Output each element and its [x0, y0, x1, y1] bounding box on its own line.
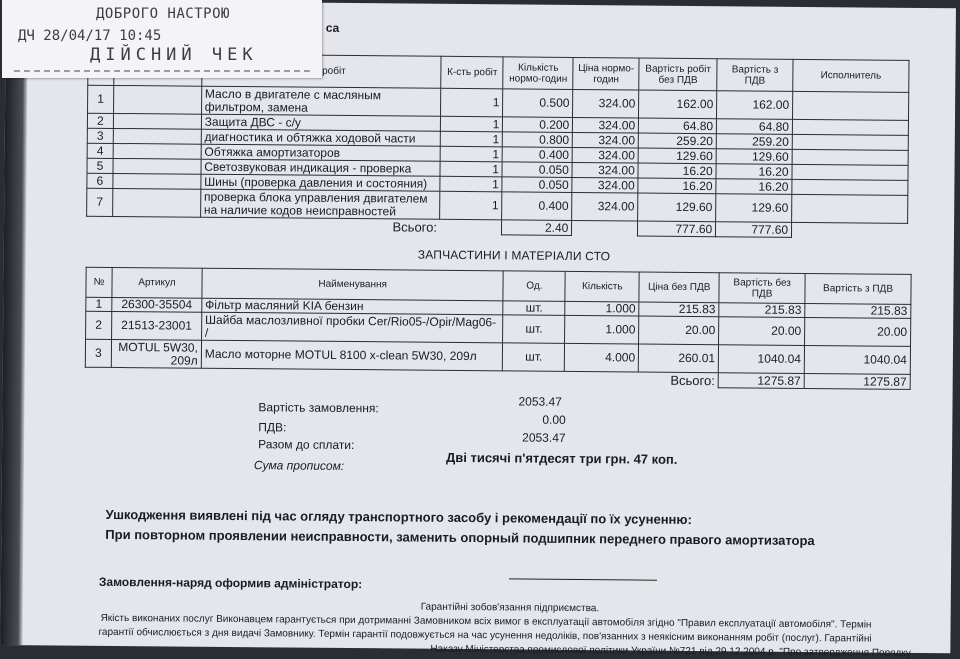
work-name: Шины (проверка давления и состояния): [201, 174, 441, 191]
row-number: 7: [87, 188, 113, 216]
part-article: MOTUL 5W30, 209л: [111, 339, 201, 368]
header-cost-vat: Вартість з ПДВ: [805, 273, 911, 304]
work-name: диагностика и обтяжка ходовой части: [201, 129, 441, 146]
cash-receipt: [2, 0, 322, 78]
header-count: К-сть робіт: [441, 56, 503, 89]
header-cost: Вартість без ПДВ: [719, 273, 805, 304]
header-hours: Кількість нормо-годин: [503, 57, 573, 90]
work-hours: 0.050: [502, 177, 572, 193]
work-cost: 64.80: [639, 118, 717, 134]
amount-in-words-label: Сума прописом:: [253, 458, 345, 473]
work-price: 324.00: [573, 117, 639, 133]
recommendations-text: При повторном проявлении неисправности, заменить опорный подшипник переднего правого амортизатора: [105, 526, 815, 549]
part-cost: 20.00: [719, 317, 805, 346]
work-cost: 259.20: [638, 133, 716, 149]
vat-label: ПДВ:: [258, 420, 287, 435]
work-price: 324.00: [572, 147, 638, 163]
amount-in-words: Дві тисячі п'ятдесят три грн. 47 коп.: [445, 449, 678, 467]
part-cost: 215.83: [719, 303, 805, 318]
header-qty: Кількість: [565, 271, 639, 302]
header-article: Артикул: [112, 267, 202, 298]
work-name: Защита ДВС - с/у: [201, 114, 441, 131]
works-total-hours: 2.40: [502, 220, 572, 236]
warranty-line-1: Якість виконаних послуг Виконавцем гарантується при дотриманні Замовником всіх вимог в експлуатації автомобіля згідно "Правил експлуатації автомобіля". Термін: [100, 612, 872, 631]
parts-total-cost-vat: 1275.87: [804, 373, 910, 389]
work-cost-vat: 16.20: [716, 164, 792, 180]
receipt-valid-label: ДІЙСНИЙ ЧЕК: [90, 45, 258, 65]
header-hour-price: Ціна нормо-годин: [573, 57, 639, 90]
row-number: 2: [86, 311, 112, 339]
row-number: 4: [87, 143, 113, 158]
vat-value: 0.00: [542, 412, 566, 427]
warranty-line-3: Наказу Міністерства промислової політики України №721 від 29.12.2004 р. "Про затвердження Порядку: [430, 643, 911, 659]
row-number: 2: [87, 113, 113, 128]
work-cost-vat: 64.80: [717, 119, 793, 135]
to-pay-label: Разом до сплати:: [258, 437, 355, 453]
part-price: 215.83: [639, 302, 719, 317]
part-unit: шт.: [503, 301, 565, 316]
work-price: 324.00: [573, 89, 639, 118]
work-name: Масло в двигателе с масляным фильтром, замена: [201, 86, 441, 116]
recommendations-heading: Ушкодження виявлені під час огляду транспортного засобу і рекомендації по їх усуненню:: [105, 506, 692, 528]
parts-section-title: ЗАПЧАСТИНИ І МАТЕРІАЛИ СТО: [417, 247, 611, 264]
work-hours: 0.800: [503, 132, 573, 148]
work-cost: 129.60: [638, 148, 716, 164]
receipt-tear-line: [14, 70, 310, 72]
part-name: Масло моторне MOTUL 8100 x-clean 5W30, 209л: [201, 340, 503, 371]
work-count: 1: [440, 176, 502, 192]
signature-line: [509, 578, 657, 580]
part-unit: шт.: [503, 343, 565, 372]
header-cost: Вартість робіт без ПДВ: [639, 58, 717, 91]
receipt-datetime: ДЧ 28/04/17 10:45: [18, 28, 162, 44]
part-cost-vat: 20.00: [805, 317, 911, 346]
works-table: [86, 53, 910, 239]
order-cost-label: Вартість замовлення:: [258, 400, 379, 416]
work-cost-vat: 259.20: [716, 134, 792, 150]
work-price: 324.00: [572, 177, 638, 193]
header-unit: Од.: [503, 271, 565, 302]
part-article: 21513-23001: [112, 311, 202, 340]
work-hours: 0.500: [503, 89, 573, 118]
row-number: 5: [87, 158, 113, 173]
work-count: 1: [440, 191, 502, 220]
warranty-line-2: гарантії обчислюється з дня видачі Замовнику. Термін гарантії подовжується на час усунення недоліків, пов'язанних з неякісним виконанням робіт (послуг). Гарантійні: [98, 626, 872, 645]
row-number: 1: [88, 85, 114, 113]
header-number: №: [86, 267, 112, 297]
work-cost: 162.00: [639, 90, 717, 119]
work-name: Светозвуковая индикация - проверка: [201, 159, 441, 176]
work-cost-vat: 129.60: [716, 194, 792, 223]
part-qty: 1.000: [565, 315, 639, 344]
order-cost-value: 2053.47: [518, 394, 562, 409]
header-name: Найменування: [202, 268, 504, 301]
row-number: 3: [87, 128, 113, 143]
work-cost-vat: 16.20: [716, 179, 792, 195]
work-hours: 0.400: [502, 147, 572, 163]
works-total-cost: 777.60: [638, 221, 716, 237]
work-hours: 0.050: [502, 162, 572, 178]
part-qty: 1.000: [565, 301, 639, 316]
part-cost-vat: 215.83: [805, 303, 911, 318]
part-article: 26300-35504: [112, 297, 202, 312]
works-total-label: Всього:: [392, 219, 438, 235]
part-qty: 4.000: [565, 343, 639, 372]
work-name: проверка блока управления двигателем на наличие кодов неисправностей: [200, 189, 440, 219]
work-count: 1: [441, 146, 503, 162]
parts-total-cost: 1275.87: [718, 373, 804, 389]
part-unit: шт.: [503, 315, 565, 344]
header-fragment: са: [325, 20, 340, 35]
warranty-title: Гарантійні зобов'язання підприємства.: [420, 601, 600, 615]
work-cost-vat: 129.60: [716, 149, 792, 165]
work-count: 1: [441, 116, 503, 132]
background-edge: [0, 0, 28, 645]
work-hours: 0.200: [503, 117, 573, 133]
row-number: 3: [85, 339, 111, 367]
administrator-label: Замовлення-наряд оформив адміністратор:: [98, 574, 363, 592]
receipt-greeting: ДОБРОГО НАСТРОЮ: [96, 6, 230, 22]
work-cost: 16.20: [638, 163, 716, 179]
part-name: Шайба маслозливної пробки Cer/Rio05-/Opir/Mag06- /: [201, 312, 503, 343]
part-price: 20.00: [639, 316, 719, 345]
header-performer: Исполнитель: [793, 59, 909, 92]
work-count: 1: [440, 161, 502, 177]
work-price: 324.00: [572, 192, 638, 221]
work-cost-vat: 162.00: [717, 91, 793, 120]
work-cost: 129.60: [638, 193, 716, 222]
work-cost: 16.20: [638, 178, 716, 194]
work-count: 1: [441, 131, 503, 147]
parts-total-label: Всього:: [670, 372, 715, 388]
to-pay-value: 2053.47: [522, 430, 566, 445]
work-hours: 0.400: [502, 192, 572, 221]
header-price: Ціна без ПДВ: [639, 272, 719, 303]
works-total-cost-vat: 777.60: [716, 222, 792, 238]
part-cost: 1040.04: [718, 345, 804, 374]
row-number: 1: [86, 297, 112, 311]
parts-table: [85, 267, 912, 390]
work-price: 324.00: [573, 132, 639, 148]
header-works: робіт: [201, 54, 441, 88]
header-cost-vat: Вартість з ПДВ: [717, 59, 793, 92]
part-price: 260.01: [639, 344, 719, 373]
part-name: Фільтр масляний KIA бензин: [202, 298, 504, 315]
work-price: 324.00: [572, 162, 638, 178]
row-number: 6: [87, 173, 113, 188]
part-cost-vat: 1040.04: [804, 345, 910, 374]
work-name: Обтяжка амортизаторов: [201, 144, 441, 161]
work-count: 1: [441, 88, 503, 117]
